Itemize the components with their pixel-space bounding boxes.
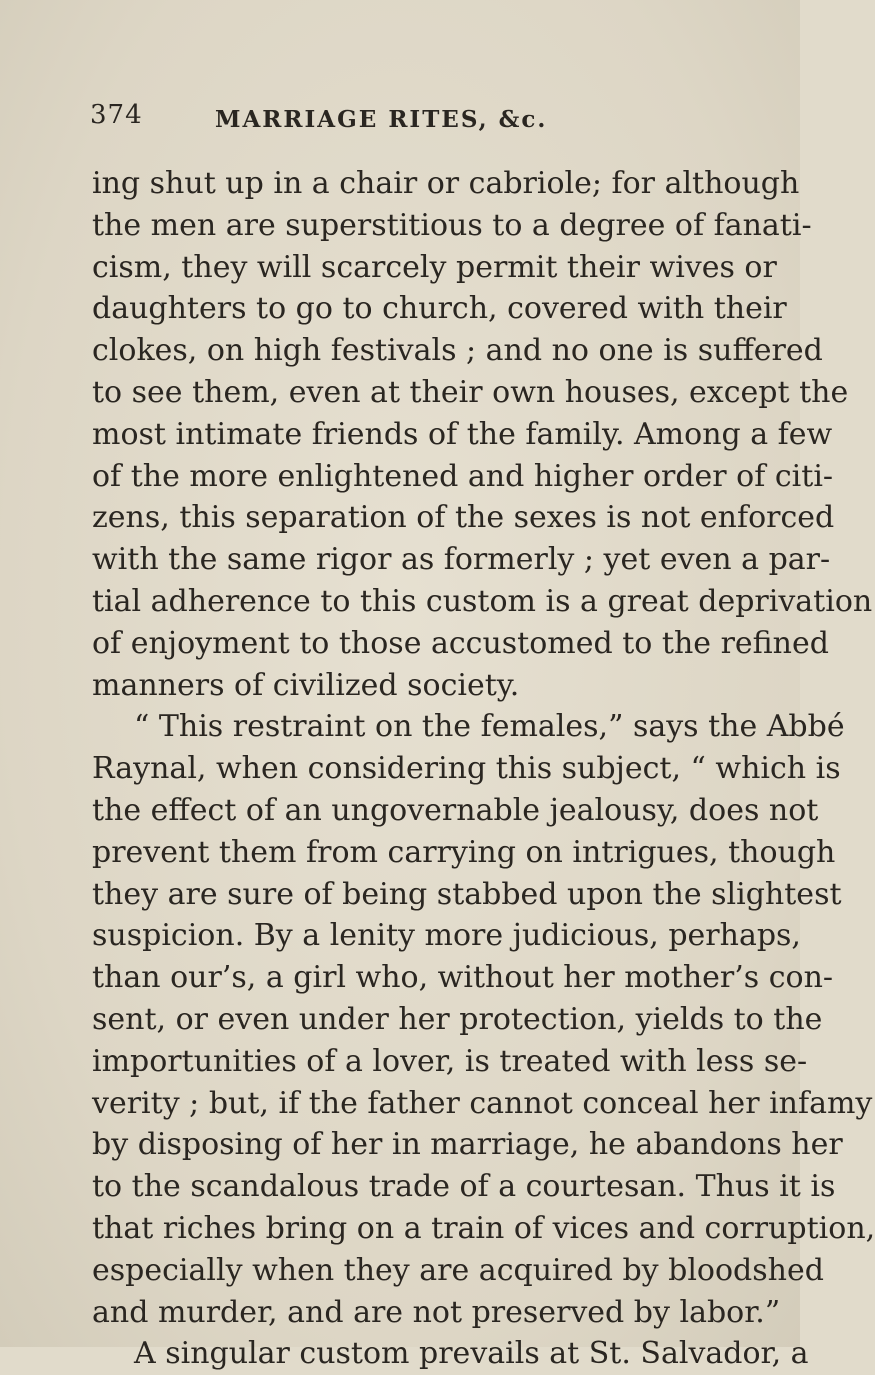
text-line: of enjoyment to those accustomed to the refined <box>92 625 829 661</box>
text-line: prevent them from carrying on intrigues, though <box>92 834 836 870</box>
text-line: zens, this separation of the sexes is not enforced <box>92 500 835 536</box>
text-line: to see them, even at their own houses, except the <box>92 374 849 410</box>
paragraph-end-line: manners of civilized society. <box>92 667 520 703</box>
text-line: clokes, on high festivals ; and no one is suffered <box>92 333 823 369</box>
text-line: with the same rigor as formerly ; yet even a par- <box>92 542 831 578</box>
paragraph-start-line: A singular custom prevails at St. Salvador, a <box>134 1336 809 1372</box>
text-line: suspicion. By a lenity more judicious, perhaps, <box>92 918 801 954</box>
text-line: they are sure of being stabbed upon the slightest <box>92 876 842 912</box>
text-line: especially when they are acquired by bloodshed <box>92 1252 824 1288</box>
text-line: verity ; but, if the father cannot conceal her infamy <box>92 1085 873 1121</box>
text-line: by disposing of her in marriage, he abandons her <box>92 1127 843 1163</box>
page-number: 374 <box>90 100 143 130</box>
text-line: tial adherence to this custom is a great deprivation <box>92 583 873 619</box>
text-line: sent, or even under her protection, yields to the <box>92 1001 823 1037</box>
body-text <box>92 163 875 1375</box>
text-line: daughters to go to church, covered with their <box>92 291 787 327</box>
paragraph-start-line: “ This restraint on the females,” says the Abbé <box>134 709 845 745</box>
text-line: than our’s, a girl who, without her mother’s con- <box>92 960 834 996</box>
running-head: MARRIAGE RITES, &c. <box>215 106 548 133</box>
text-line: importunities of a lover, is treated with less se- <box>92 1043 808 1079</box>
text-line: ing shut up in a chair or cabriole; for although <box>92 166 800 201</box>
text-line: the effect of an ungovernable jealousy, does not <box>92 792 819 828</box>
page-header <box>90 100 740 140</box>
text-line: of the more enlightened and higher order of citi- <box>92 458 834 494</box>
text-line: most intimate friends of the family. Among a few <box>92 416 833 452</box>
text-line: cism, they will scarcely permit their wives or <box>92 249 777 285</box>
text-line: to the scandalous trade of a courtesan. Thus it is <box>92 1169 836 1205</box>
text-line: Raynal, when considering this subject, “ which is <box>92 751 841 787</box>
paragraph-end-line: and murder, and are not preserved by labor.” <box>92 1294 781 1330</box>
text-line: that riches bring on a train of vices and corruption, <box>92 1210 875 1246</box>
text-line: the men are superstitious to a degree of fanati- <box>92 207 812 243</box>
